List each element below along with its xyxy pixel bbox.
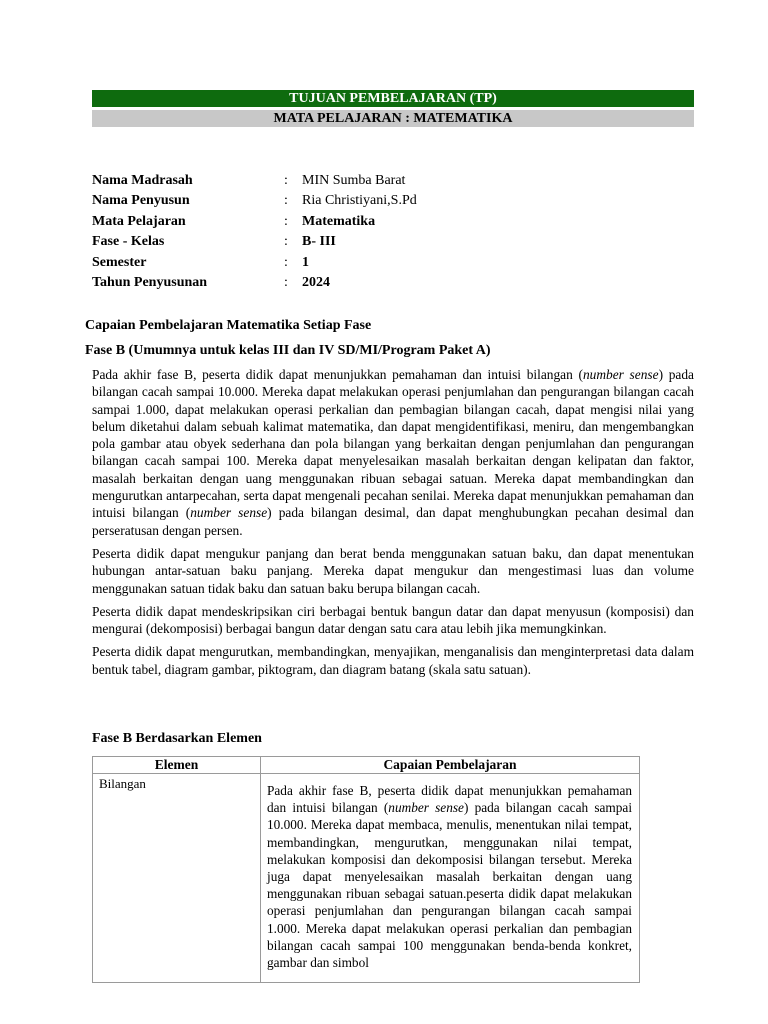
text-run: Pada akhir fase B, peserta didik dapat menunjukkan pemahaman dan intuisi bilangan ( bbox=[267, 783, 632, 816]
table-row bbox=[93, 774, 640, 983]
document-title: TUJUAN PEMBELAJARAN (TP) bbox=[92, 90, 694, 107]
info-label: Fase - Kelas bbox=[92, 234, 165, 250]
table-cell-capaian bbox=[261, 774, 640, 983]
italic-term: number sense bbox=[190, 505, 268, 521]
info-value: 2024 bbox=[302, 274, 330, 290]
text-run: ) pada bilangan desimal, dan dapat menghubungkan pecahan desimal dan perseratusan dengan persen. bbox=[92, 505, 695, 538]
info-label: Semester bbox=[92, 254, 147, 270]
paragraph: Peserta didik dapat mendeskripsikan ciri berbagai bentuk bangun datar dan dapat menyusun (komposisi) dan mengurai (dekomposisi) berbagai bangun datar dengan satu cara atau lebih jika memungkinkan. bbox=[92, 603, 694, 637]
info-colon: : bbox=[284, 213, 288, 229]
text-run: ) pada bilangan cacah sampai 10.000. Mereka dapat melakukan operasi penjumlahan dan pengurangan bilangan cacah sampai 1.000, dapat melakukan operasi perkalian dan pembagian bilangan cacah, dapat mengisi nilai yang belum diketahui dalam sebuah kalimat matematika, dan dapat mengidentifikasi, meniru, dan mengembangkan pola gambar atau obyek sederhana dan pola bilangan yang berkaitan dengan penjumlahan dan pengurangan bilangan cacah sampai 100. Mereka dapat menyelesaikan masalah berkaitan dengan kelipatan dan faktor, masalah berkaitan dengan uang menggunakan ribuan sebagai satuan. Mereka dapat membandingkan dan mengurutkan antarpecahan, serta dapat mengenali pecahan senilai. Mereka dapat menunjukkan pemahaman dan intuisi bilangan ( bbox=[92, 367, 694, 521]
paragraph: Peserta didik dapat mengurutkan, membandingkan, menyajikan, menganalisis dan menginterpretasi data dalam bentuk tabel, diagram gambar, piktogram, dan diagram batang (skala satu satuan). bbox=[92, 644, 694, 677]
table-header-elemen: Elemen bbox=[93, 757, 261, 774]
italic-term: number sense bbox=[388, 800, 464, 816]
info-value: 1 bbox=[302, 254, 309, 270]
section-subheading: Fase B (Umumnya untuk kelas III dan IV SD/MI/Program Paket A) bbox=[85, 343, 491, 358]
paragraph bbox=[92, 366, 694, 539]
info-value: Ria Christiyani,S.Pd bbox=[302, 193, 417, 209]
table-header-row bbox=[93, 757, 640, 774]
info-label: Nama Madrasah bbox=[92, 173, 193, 188]
text-run: ) pada bilangan cacah sampai 10.000. Mereka dapat membaca, menulis, menentukan nilai tempat, membandingkan, mengurutkan, menggunakan nilai tempat, melakukan komposisi dan dekomposisi bilangan tersebut. Mereka juga dapat menyelesaikan masalah berkaitan dengan uang menggunakan ribuan sebagai satuan.peserta didik dapat melakukan operasi penjumlahan dan pengurangan bilangan cacah sampai 1.000. Mereka dapat melakukan operasi perkalian dan pembagian bilangan cacah sampai 100 menggunakan benda-benda konkret, gambar dan simbol bbox=[267, 800, 633, 971]
section-heading: Capaian Pembelajaran Matematika Setiap Fase bbox=[85, 318, 372, 333]
document-subtitle: MATA PELAJARAN : MATEMATIKA bbox=[92, 110, 694, 127]
info-colon: : bbox=[284, 274, 288, 290]
info-colon: : bbox=[284, 193, 288, 209]
info-value: Matematika bbox=[302, 213, 376, 229]
section-heading-elemen: Fase B Berdasarkan Elemen bbox=[92, 731, 262, 746]
table-cell-element: Bilangan bbox=[93, 774, 261, 983]
info-colon: : bbox=[284, 173, 288, 188]
italic-term: number sense bbox=[582, 367, 659, 382]
info-value: B- III bbox=[302, 234, 336, 250]
element-table bbox=[92, 756, 640, 983]
info-value: MIN Sumba Barat bbox=[302, 173, 406, 188]
info-label: Nama Penyusun bbox=[92, 193, 190, 209]
paragraph: Peserta didik dapat mengukur panjang dan berat benda menggunakan satuan baku, dan dapat menentukan hubungan antar-satuan baku panjang. Mereka dapat mengukur dan mengestimasi luas dan volume menggunakan satuan tidak baku dan satuan baku berupa bilangan cacah. bbox=[92, 545, 694, 596]
info-colon: : bbox=[284, 254, 288, 270]
cp-paragraphs bbox=[92, 366, 694, 684]
table-header-capaian: Capaian Pembelajaran bbox=[261, 757, 640, 774]
info-label: Tahun Penyusunan bbox=[92, 274, 208, 290]
text-run: Pada akhir fase B, peserta didik dapat menunjukkan pemahaman dan intuisi bilangan ( bbox=[92, 367, 583, 382]
info-colon: : bbox=[284, 234, 288, 250]
info-label: Mata Pelajaran bbox=[92, 213, 186, 229]
